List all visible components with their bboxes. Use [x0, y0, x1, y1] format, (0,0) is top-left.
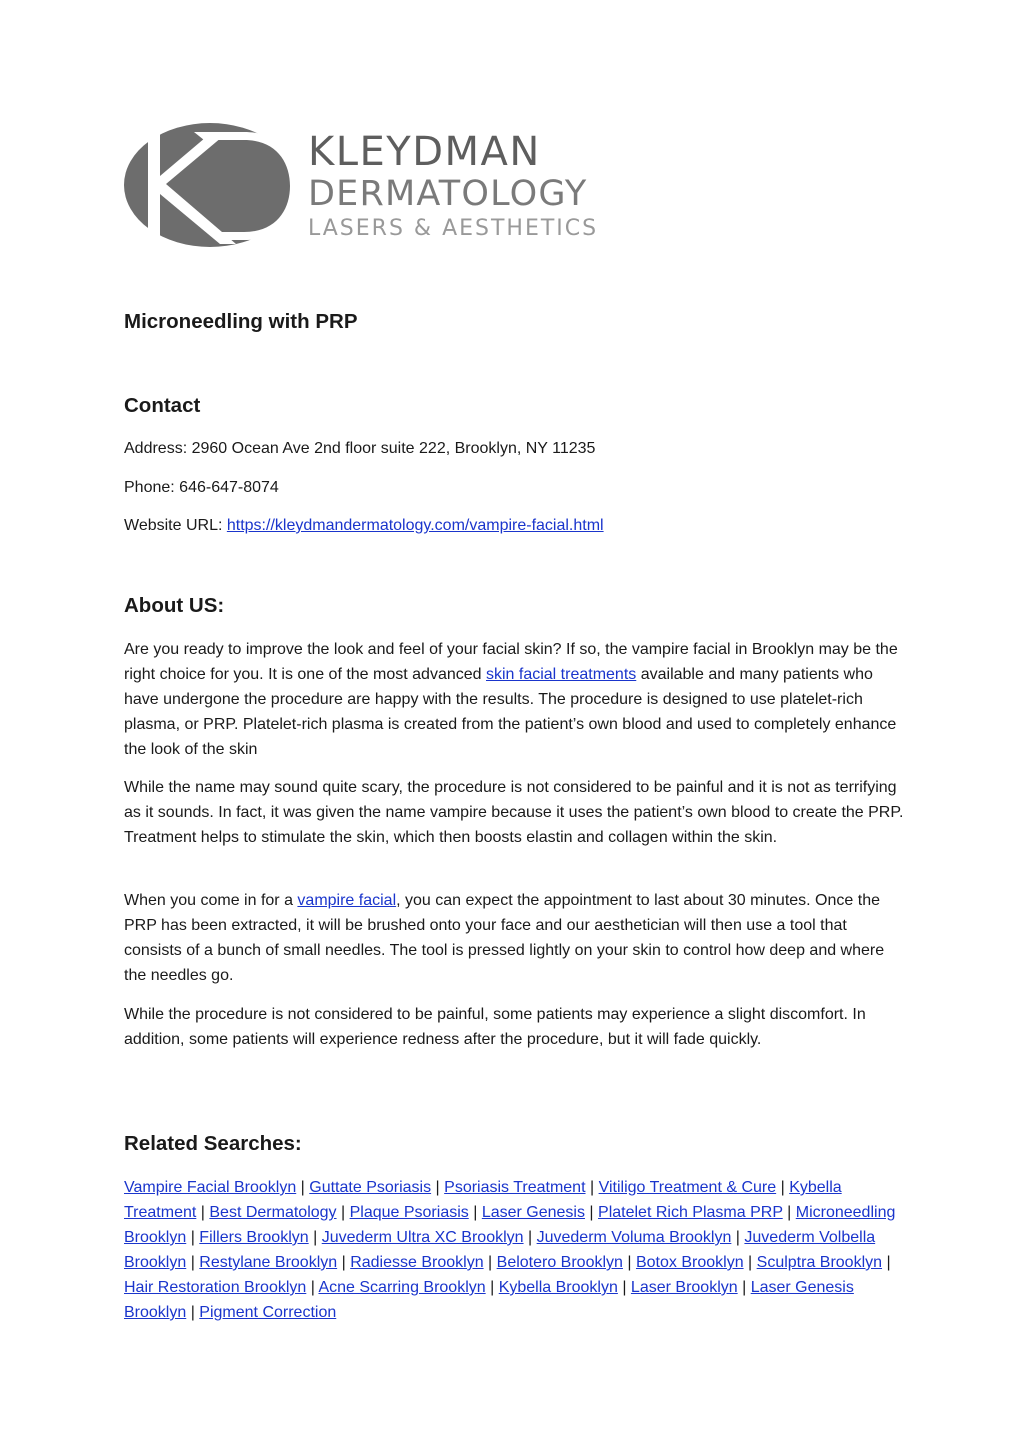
related-search-link[interactable]: Kybella Treatment — [124, 1179, 842, 1221]
related-search-link[interactable]: Juvederm Voluma Brooklyn — [536, 1229, 732, 1246]
related-search-link[interactable]: Juvederm Ultra XC Brooklyn — [321, 1229, 524, 1246]
related-search-link[interactable]: Hair Restoration Brooklyn — [124, 1279, 307, 1296]
related-search-link[interactable]: Guttate Psoriasis — [309, 1179, 432, 1196]
related-search-link[interactable]: Radiesse Brooklyn — [350, 1254, 484, 1271]
link-separator: | — [431, 1179, 445, 1196]
related-search-link[interactable]: Platelet Rich Plasma PRP — [598, 1204, 783, 1221]
phone-line — [124, 477, 279, 499]
logo-line-1: KLEYDMAN — [308, 129, 541, 175]
link-separator: | — [336, 1204, 350, 1221]
about-paragraph-1 — [124, 637, 904, 762]
address-value: 2960 Ocean Ave 2nd floor suite 222, Brooklyn, NY 11235 — [191, 440, 596, 457]
link-separator: | — [483, 1254, 497, 1271]
link-separator: | — [296, 1179, 310, 1196]
about-heading: About US: — [124, 594, 225, 617]
related-search-link[interactable]: Vitiligo Treatment & Cure — [598, 1179, 777, 1196]
vampire-facial-link[interactable]: vampire facial — [297, 892, 397, 909]
link-separator: | — [737, 1279, 751, 1296]
about-paragraph-2: While the name may sound quite scary, the procedure is not considered to be painful and it is not as terrifying as it sounds. In fact, it was given the name vampire because it uses the patient’s own blood to create the PRP. Treatment helps to stimulate the skin, which then boosts elastin and collagen within the skin. — [124, 779, 904, 846]
kd-monogram-icon — [124, 122, 304, 250]
skin-facial-treatments-link[interactable]: skin facial treatments — [485, 666, 637, 683]
page-title: Microneedling with PRP — [124, 310, 358, 333]
about-p1-text-b: available and many patients who have undergone the procedure are happy with the results. The procedure is designed to use platelet-rich plasma, or PRP. Platelet-rich plasma is created from the patient’s own blood and used to completely enhance the look of the skin — [124, 666, 897, 758]
link-separator: | — [468, 1204, 482, 1221]
link-separator: | — [743, 1254, 757, 1271]
link-separator: | — [776, 1179, 790, 1196]
related-search-link[interactable]: Restylane Brooklyn — [199, 1254, 338, 1271]
company-logo — [124, 122, 614, 250]
related-search-link[interactable]: Botox Brooklyn — [635, 1254, 744, 1271]
link-separator: | — [186, 1254, 200, 1271]
website-line — [124, 515, 604, 537]
related-search-link[interactable]: Pigment Correction — [199, 1304, 337, 1321]
related-search-link[interactable]: Plaque Psoriasis — [349, 1204, 469, 1221]
link-separator: | — [585, 1179, 599, 1196]
related-search-link[interactable]: Sculptra Brooklyn — [756, 1254, 883, 1271]
link-separator: | — [308, 1229, 322, 1246]
about-p3-text-a: When you come in for a — [124, 892, 298, 909]
about-paragraph-3 — [124, 888, 904, 988]
link-separator: | — [186, 1304, 200, 1321]
related-search-link[interactable]: Juvederm Volbella Brooklyn — [124, 1229, 876, 1271]
website-label: Website URL: — [124, 517, 223, 534]
related-search-link[interactable]: Psoriasis Treatment — [444, 1179, 586, 1196]
logo-wordmark — [308, 130, 598, 244]
about-paragraph-4: While the procedure is not considered to be painful, some patients may experience a slight discomfort. In addition, some patients will experience redness after the procedure, but it will fade quickly. — [124, 1006, 866, 1048]
link-separator: | — [485, 1279, 499, 1296]
phone-label: Phone: — [124, 479, 175, 496]
about-p1-text-a: Are you ready to improve the look and feel of your facial skin? If so, the vampire facial in Brooklyn may be the right choice for you. It is one of the most advanced — [124, 641, 898, 683]
logo-line-2: DERMATOLOGY — [308, 174, 588, 214]
related-search-link[interactable]: Laser Genesis Brooklyn — [124, 1279, 854, 1321]
link-separator: | — [186, 1229, 200, 1246]
link-separator: | — [622, 1254, 636, 1271]
address-line — [124, 438, 595, 460]
link-separator: | — [584, 1204, 599, 1221]
link-separator: | — [196, 1204, 210, 1221]
related-search-link[interactable]: Fillers Brooklyn — [199, 1229, 309, 1246]
related-search-link[interactable]: Best Dermatology — [209, 1204, 337, 1221]
link-separator: | — [523, 1229, 537, 1246]
related-search-link[interactable]: Kybella Brooklyn — [498, 1279, 618, 1296]
link-separator: | — [882, 1254, 891, 1271]
logo-line-3: LASERS & AESTHETICS — [308, 216, 599, 241]
related-search-link[interactable]: Microneedling Brooklyn — [124, 1204, 896, 1246]
website-link[interactable]: https://kleydmandermatology.com/vampire-facial.html — [226, 517, 604, 534]
link-separator: | — [306, 1279, 319, 1296]
related-searches-list — [124, 1175, 904, 1325]
link-separator: | — [731, 1229, 745, 1246]
about-p3-text-b: , you can expect the appointment to last about 30 minutes. Once the PRP has been extracted, it will be brushed onto your face and our aesthetician will then use a tool that consists of a bunch of small needles. The tool is pressed lightly on your skin to control how deep and where the needles go. — [124, 892, 885, 984]
related-search-link[interactable]: Laser Brooklyn — [630, 1279, 738, 1296]
related-search-link[interactable]: Laser Genesis — [481, 1204, 585, 1221]
address-label: Address: — [124, 440, 188, 457]
related-search-link[interactable]: Belotero Brooklyn — [496, 1254, 623, 1271]
link-separator: | — [617, 1279, 631, 1296]
related-search-link[interactable]: Acne Scarring Brooklyn — [318, 1279, 486, 1296]
related-searches-heading: Related Searches: — [124, 1132, 302, 1155]
link-separator: | — [782, 1204, 796, 1221]
contact-heading: Contact — [124, 394, 201, 417]
link-separator: | — [337, 1254, 351, 1271]
related-search-link[interactable]: Vampire Facial Brooklyn — [124, 1179, 297, 1196]
phone-value: 646-647-8074 — [179, 479, 279, 496]
